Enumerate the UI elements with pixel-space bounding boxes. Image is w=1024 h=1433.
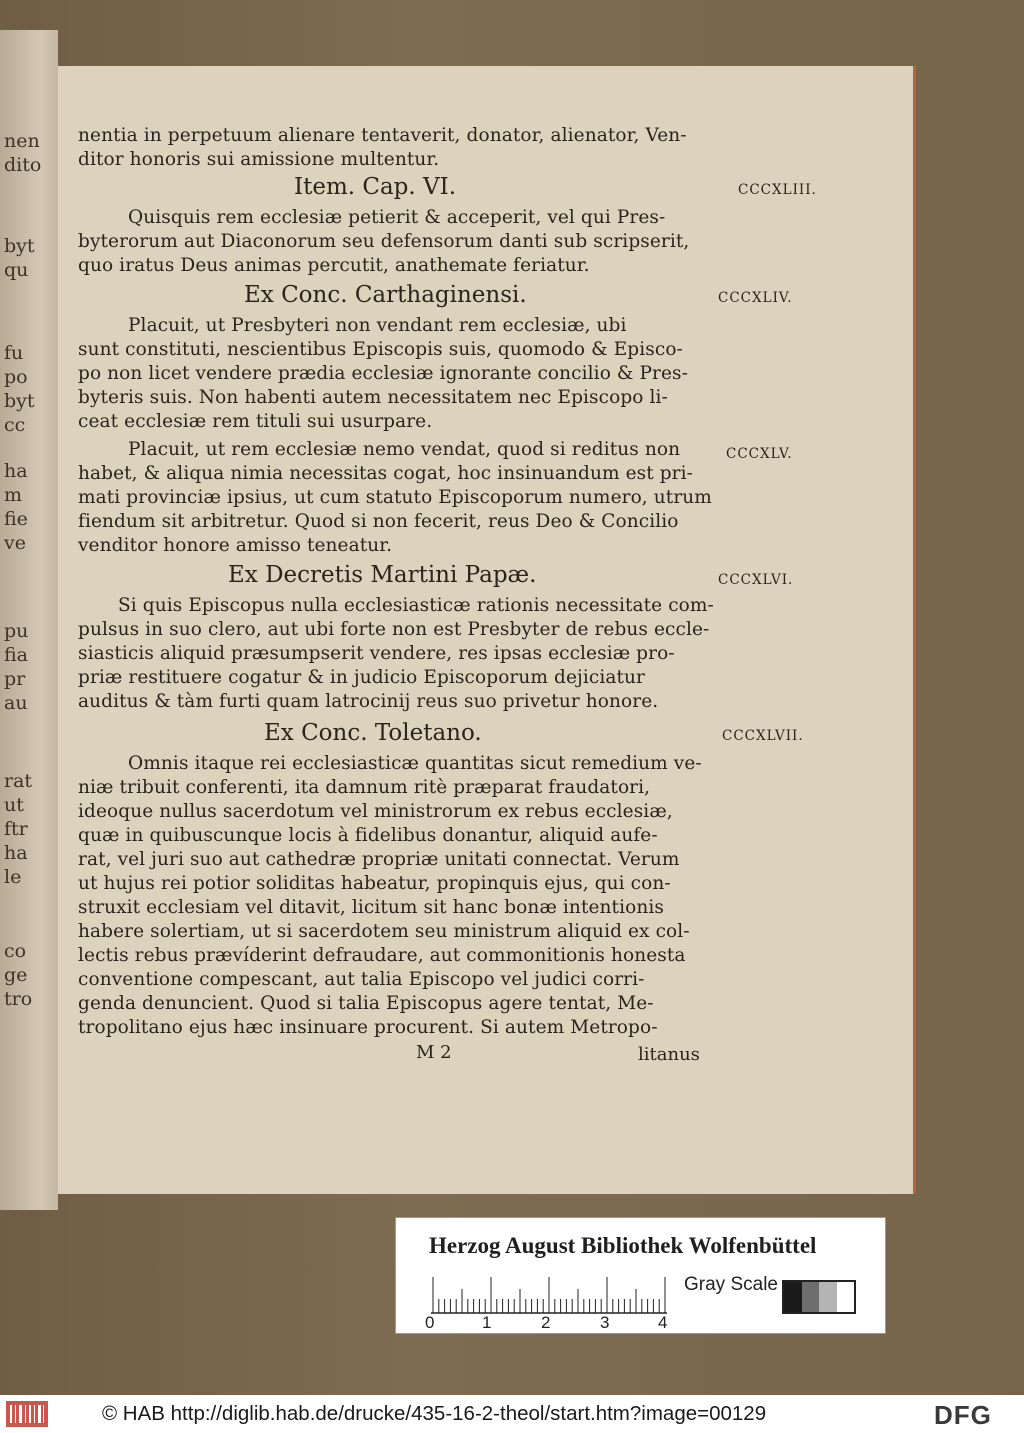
section-heading: Item. Cap. VI.: [294, 174, 457, 200]
left-fragment: ha: [4, 842, 28, 864]
left-fragment: tro: [4, 988, 33, 1010]
left-fragment: dito: [4, 154, 42, 176]
section-heading: Ex Decretis Martini Papæ.: [228, 562, 537, 588]
canon-number: CCCXLIV.: [718, 290, 793, 306]
left-fragment: byt: [4, 390, 35, 412]
scale-number: 0: [425, 1313, 435, 1332]
text-line: priæ restituere cogatur & in judicio Episcoporum dejiciatur: [78, 667, 645, 688]
left-fragment: fie: [4, 508, 28, 530]
text-line: Placuit, ut Presbyteri non vendant rem ecclesiæ, ubi: [128, 315, 627, 336]
text-line: ut hujus rei potior soliditas habeatur, propinquis ejus, qui con-: [78, 873, 671, 894]
text-line: sunt constituti, nescientibus Episcopis suis, quomodo & Episco-: [78, 339, 683, 360]
left-fragment: ut: [4, 794, 24, 816]
text-line: Quisquis rem ecclesiæ petierit & acceperit, vel qui Pres-: [128, 207, 666, 228]
left-fragment: byt: [4, 235, 35, 257]
left-fragment: cc: [4, 414, 26, 436]
text-line: auditus & tàm furti quam latrocinij reus suo privetur honore.: [78, 691, 659, 712]
left-fragment: ge: [4, 964, 28, 986]
left-fragment: ve: [4, 532, 26, 554]
scale-number: 2: [541, 1313, 551, 1332]
text-line: mati provinciæ ipsius, ut cum statuto Episcoporum numero, utrum: [78, 487, 712, 508]
text-line: Omnis itaque rei ecclesiasticæ quantitas sicut remedium ve-: [128, 753, 702, 774]
section-heading: Ex Conc. Carthaginensi.: [244, 282, 527, 308]
text-line: byterorum aut Diaconorum seu defensorum danti sub scripserit,: [78, 231, 690, 252]
copyright-url[interactable]: © HAB http://diglib.hab.de/drucke/435-16-2-theol/start.htm?image=00129: [102, 1402, 767, 1425]
left-fragment: au: [4, 692, 28, 714]
left-fragment: m: [4, 484, 23, 506]
text-line: tropolitano ejus hæc insinuare procurent. Si autem Metropo-: [78, 1017, 658, 1038]
library-name: Herzog August Bibliothek Wolfenbüttel: [429, 1233, 817, 1258]
text-line: siasticis aliquid præsumpserit vendere, res ipsas ecclesiæ pro-: [78, 643, 675, 664]
color-calibration-card: [395, 1217, 886, 1334]
text-line: fiendum sit arbitretur. Quod si non fecerit, reus Deo & Concilio: [78, 511, 679, 532]
left-fragment: le: [4, 866, 22, 888]
scale-number: 3: [600, 1313, 610, 1332]
book-page: [58, 66, 916, 1194]
left-fragment: fu: [4, 342, 24, 364]
left-fragment: ha: [4, 460, 28, 482]
left-fragment: pr: [4, 668, 26, 690]
text-line: Si quis Episcopus nulla ecclesiasticæ rationis necessitate com-: [118, 595, 714, 616]
text-line: ceat ecclesiæ rem tituli sui usurpare.: [78, 411, 433, 432]
canon-number: CCCXLVI.: [718, 572, 794, 588]
canon-number: CCCXLVII.: [722, 728, 804, 744]
text-line: pulsus in suo clero, aut ubi forte non est Presbyter de rebus eccle-: [78, 619, 710, 640]
text-line: ideoque nullus sacerdotum vel ministrorum ex rebus ecclesiæ,: [78, 801, 673, 822]
left-fragment: pu: [4, 620, 29, 642]
left-fragment: qu: [4, 259, 29, 281]
canon-number: CCCXLV.: [726, 446, 793, 462]
text-line: venditor honore amisso teneatur.: [78, 535, 393, 556]
text-line: conventione compescant, aut talia Episcopo vel judici corri-: [78, 969, 645, 990]
dfg-logo: DFG: [934, 1400, 992, 1430]
text-line: quo iratus Deus animas percutit, anathemate feriatur.: [78, 255, 590, 276]
scale-number: 1: [482, 1313, 492, 1332]
left-fragment: po: [4, 366, 28, 388]
left-fragment: rat: [4, 770, 33, 792]
gray-scale-swatch: [782, 1280, 856, 1314]
left-fragment: fia: [4, 644, 29, 666]
left-page-edge: [0, 30, 58, 1210]
text-line: genda denuncient. Quod si talia Episcopus agere tentat, Me-: [78, 993, 654, 1014]
text-line: rat, vel juri suo aut cathedræ propriæ unitati connectat. Verum: [78, 849, 680, 870]
text-line: lectis rebus prævíderint defraudare, aut commonitionis honesta: [78, 945, 686, 966]
text-line: habere solertiam, ut si sacerdotem seu ministrum aliquid ex col-: [78, 921, 690, 942]
text-line: ditor honoris sui amissione multentur.: [78, 149, 440, 170]
scale-number: 4: [658, 1313, 668, 1332]
gray-scale-label: Gray Scale: [684, 1274, 778, 1295]
barcode-icon: [6, 1401, 48, 1427]
text-line: habet, & aliqua nimia necessitas cogat, hoc insinuandum est pri-: [78, 463, 693, 484]
signature-mark: M 2: [416, 1042, 452, 1063]
text-line: niæ tribuit conferenti, ita damnum ritè præparat fraudatori,: [78, 777, 651, 798]
text-line: struxit ecclesiam vel ditavit, licitum sit hanc bonæ intentionis: [78, 897, 664, 918]
section-heading: Ex Conc. Toletano.: [264, 720, 482, 746]
text-line: Placuit, ut rem ecclesiæ nemo vendat, quod si reditus non: [128, 439, 681, 460]
left-fragment: ftr: [4, 818, 28, 840]
ruler-scale: [431, 1272, 667, 1314]
left-fragment: co: [4, 940, 27, 962]
catchword: litanus: [638, 1044, 700, 1065]
left-fragment: nen: [4, 130, 40, 152]
text-line: nentia in perpetuum alienare tentaverit, donator, alienator, Ven-: [78, 125, 687, 146]
text-line: byteris suis. Non habenti autem necessitatem nec Episcopo li-: [78, 387, 668, 408]
canon-number: CCCXLIII.: [738, 182, 817, 198]
text-line: po non licet vendere prædia ecclesiæ ignorante concilio & Pres-: [78, 363, 688, 384]
footer-bar: [0, 1395, 1024, 1433]
text-line: quæ in quibuscunque locis à fidelibus donantur, aliquid aufe-: [78, 825, 658, 846]
